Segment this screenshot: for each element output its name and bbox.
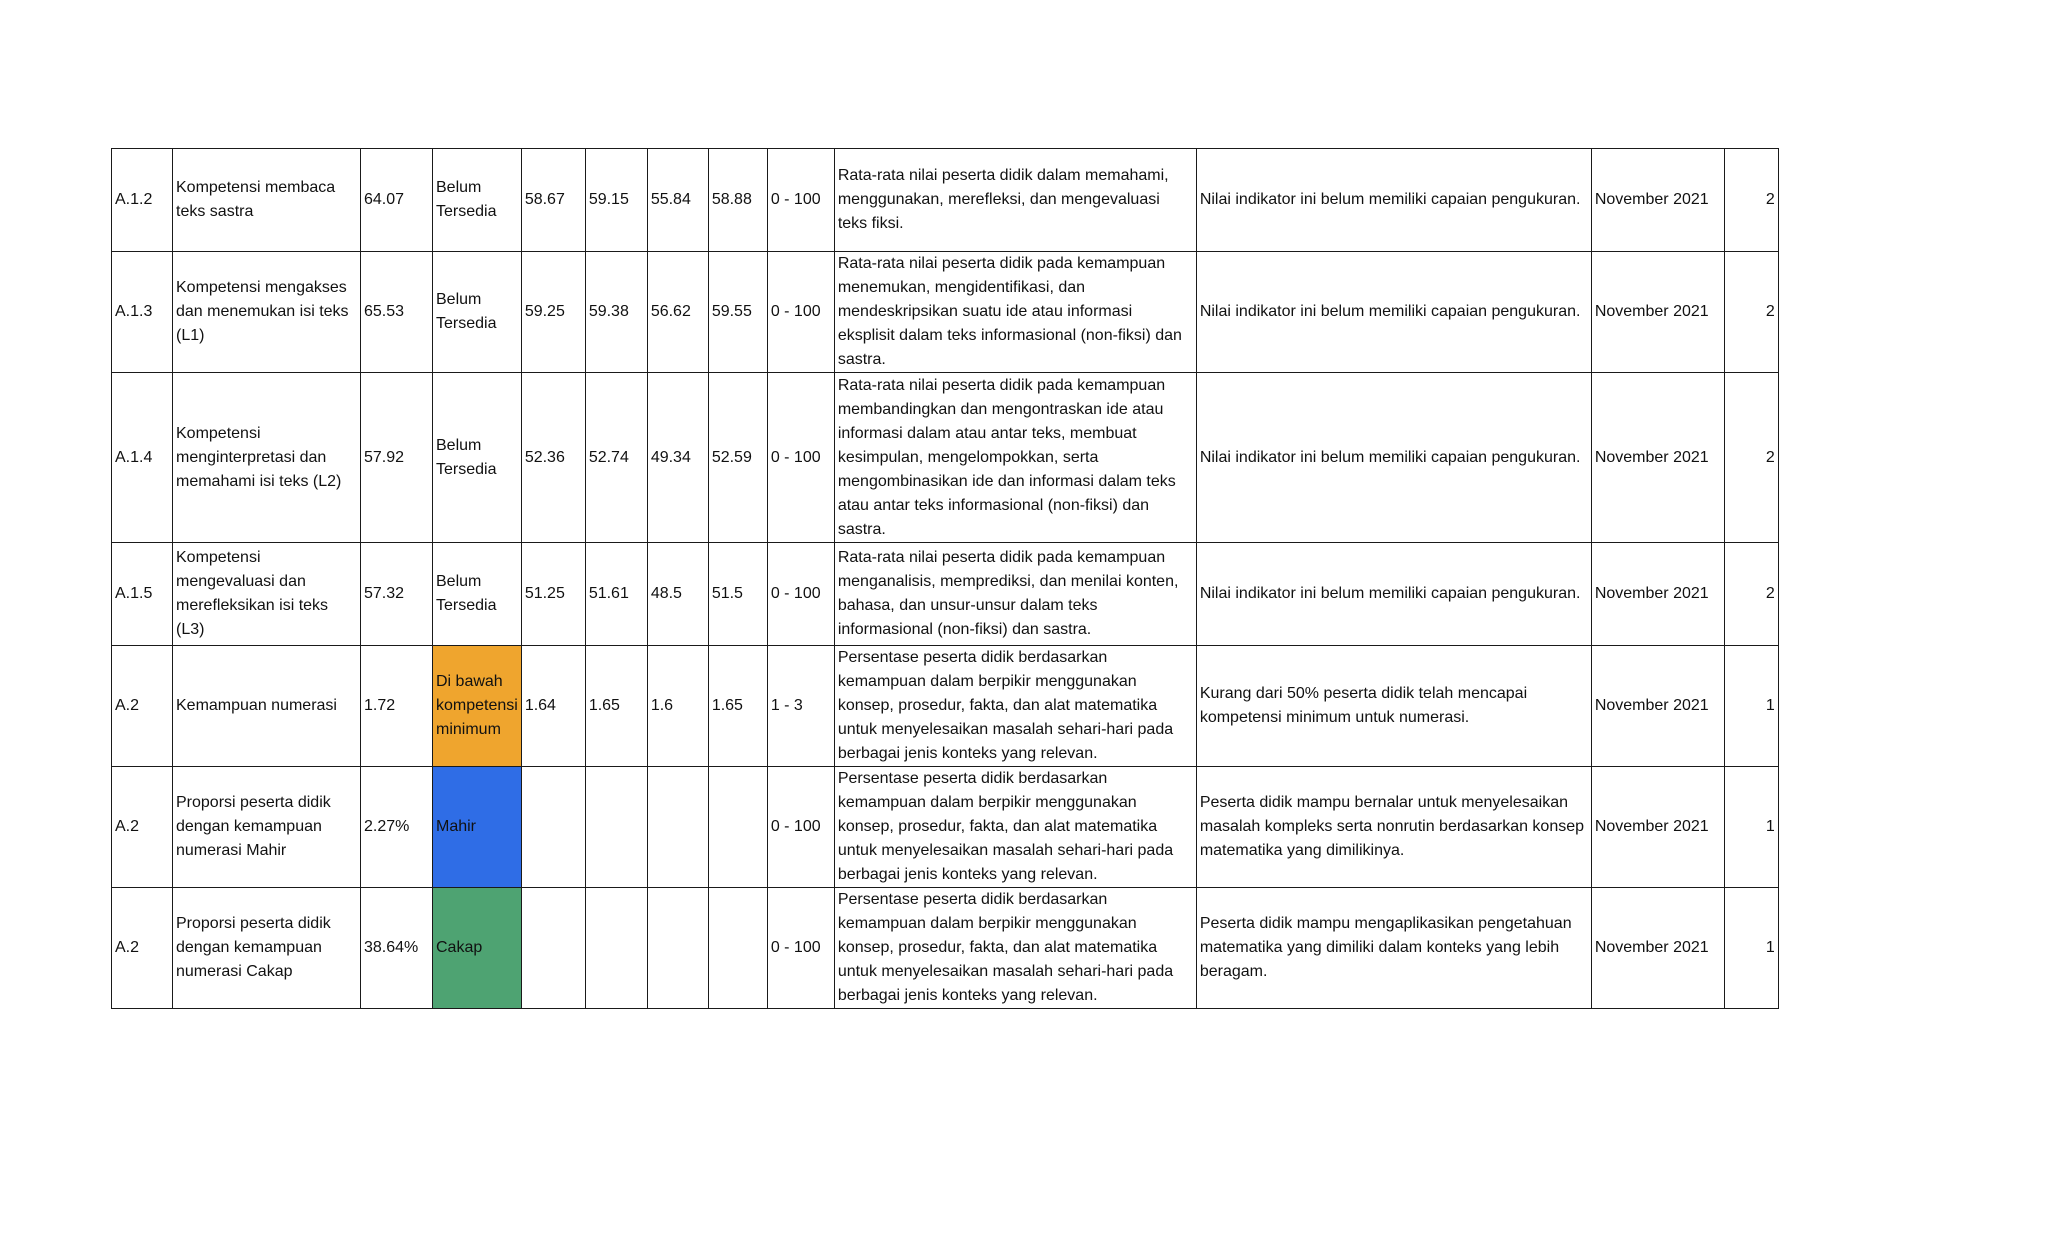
status-label: Belum Tersedia xyxy=(433,373,522,543)
value-cell: 51.5 xyxy=(708,543,767,646)
value-cell xyxy=(708,767,767,888)
value-cell: 55.84 xyxy=(647,149,708,252)
indicator-interpretation: Kurang dari 50% peserta didik telah mencapai kompetensi minimum untuk numerasi. xyxy=(1196,646,1591,767)
report-table xyxy=(111,148,1779,1009)
indicator-code: A.2 xyxy=(112,767,173,888)
indicator-score: 65.53 xyxy=(361,252,433,373)
value-cell xyxy=(708,888,767,1009)
value-cell: 48.5 xyxy=(647,543,708,646)
value-cell: 56.62 xyxy=(647,252,708,373)
indicator-code: A.1.3 xyxy=(112,252,173,373)
value-cell: 59.15 xyxy=(585,149,647,252)
value-cell xyxy=(521,767,585,888)
indicator-interpretation: Peserta didik mampu mengaplikasikan pengetahuan matematika yang dimiliki dalam konteks yang lebih beragam. xyxy=(1196,888,1591,1009)
table-row xyxy=(112,149,1779,252)
measurement-period: November 2021 xyxy=(1591,646,1724,767)
indicator-code: A.1.2 xyxy=(112,149,173,252)
status-label: Di bawah kompetensi minimum xyxy=(433,646,522,767)
measurement-period: November 2021 xyxy=(1591,888,1724,1009)
value-cell xyxy=(585,888,647,1009)
indicator-definition: Persentase peserta didik berdasarkan kemampuan dalam berpikir menggunakan konsep, prosedur, fakta, dan alat matematika untuk menyelesaikan masalah sehari-hari pada berbagai jenis konteks yang relevan. xyxy=(834,767,1196,888)
indicator-name: Kompetensi menginterpretasi dan memahami isi teks (L2) xyxy=(173,373,361,543)
value-cell: 52.59 xyxy=(708,373,767,543)
indicator-level: 1 xyxy=(1724,646,1778,767)
indicator-name: Kompetensi mengevaluasi dan merefleksikan isi teks (L3) xyxy=(173,543,361,646)
value-cell xyxy=(647,767,708,888)
indicator-level: 1 xyxy=(1724,767,1778,888)
status-label: Belum Tersedia xyxy=(433,543,522,646)
value-cell: 58.88 xyxy=(708,149,767,252)
indicator-definition: Rata-rata nilai peserta didik dalam memahami, menggunakan, merefleksi, dan mengevaluasi teks fiksi. xyxy=(834,149,1196,252)
measurement-period: November 2021 xyxy=(1591,252,1724,373)
table-row xyxy=(112,373,1779,543)
status-label: Belum Tersedia xyxy=(433,252,522,373)
value-cell: 1.65 xyxy=(585,646,647,767)
indicator-score: 57.92 xyxy=(361,373,433,543)
score-range: 1 - 3 xyxy=(767,646,834,767)
measurement-period: November 2021 xyxy=(1591,767,1724,888)
indicator-interpretation: Nilai indikator ini belum memiliki capaian pengukuran. xyxy=(1196,252,1591,373)
score-range: 0 - 100 xyxy=(767,252,834,373)
indicator-level: 2 xyxy=(1724,252,1778,373)
score-range: 0 - 100 xyxy=(767,149,834,252)
value-cell: 51.61 xyxy=(585,543,647,646)
value-cell: 49.34 xyxy=(647,373,708,543)
table-row xyxy=(112,767,1779,888)
indicator-interpretation: Nilai indikator ini belum memiliki capaian pengukuran. xyxy=(1196,373,1591,543)
indicator-name: Kompetensi mengakses dan menemukan isi teks (L1) xyxy=(173,252,361,373)
value-cell: 59.55 xyxy=(708,252,767,373)
value-cell: 1.65 xyxy=(708,646,767,767)
value-cell xyxy=(585,767,647,888)
indicator-code: A.1.4 xyxy=(112,373,173,543)
indicator-level: 2 xyxy=(1724,149,1778,252)
indicator-level: 2 xyxy=(1724,373,1778,543)
measurement-period: November 2021 xyxy=(1591,149,1724,252)
status-label: Cakap xyxy=(433,888,522,1009)
indicator-code: A.2 xyxy=(112,888,173,1009)
indicator-definition: Rata-rata nilai peserta didik pada kemampuan menganalisis, memprediksi, dan menilai konten, bahasa, dan unsur-unsur dalam teks informasional (non-fiksi) dan sastra. xyxy=(834,543,1196,646)
indicator-code: A.1.5 xyxy=(112,543,173,646)
table-row xyxy=(112,888,1779,1009)
indicator-score: 57.32 xyxy=(361,543,433,646)
measurement-period: November 2021 xyxy=(1591,373,1724,543)
indicator-name: Kompetensi membaca teks sastra xyxy=(173,149,361,252)
value-cell xyxy=(647,888,708,1009)
score-range: 0 - 100 xyxy=(767,373,834,543)
value-cell: 59.25 xyxy=(521,252,585,373)
indicator-code: A.2 xyxy=(112,646,173,767)
indicator-level: 2 xyxy=(1724,543,1778,646)
value-cell: 58.67 xyxy=(521,149,585,252)
value-cell: 52.36 xyxy=(521,373,585,543)
indicator-level: 1 xyxy=(1724,888,1778,1009)
indicator-definition: Rata-rata nilai peserta didik pada kemampuan membandingkan dan mengontraskan ide atau informasi dalam atau antar teks, membuat kesimpulan, mengelompokkan, serta mengombinasikan ide dan informasi dalam teks atau antar teks informasional (non-fiksi) dan sastra. xyxy=(834,373,1196,543)
indicator-score: 2.27% xyxy=(361,767,433,888)
indicator-name: Proporsi peserta didik dengan kemampuan numerasi Cakap xyxy=(173,888,361,1009)
value-cell xyxy=(521,888,585,1009)
indicator-score: 38.64% xyxy=(361,888,433,1009)
status-label: Belum Tersedia xyxy=(433,149,522,252)
indicator-score: 1.72 xyxy=(361,646,433,767)
value-cell: 59.38 xyxy=(585,252,647,373)
indicator-name: Kemampuan numerasi xyxy=(173,646,361,767)
indicator-definition: Rata-rata nilai peserta didik pada kemampuan menemukan, mengidentifikasi, dan mendeskripsikan suatu ide atau informasi eksplisit dalam teks informasional (non-fiksi) dan sastra. xyxy=(834,252,1196,373)
indicator-name: Proporsi peserta didik dengan kemampuan numerasi Mahir xyxy=(173,767,361,888)
indicator-score: 64.07 xyxy=(361,149,433,252)
score-range: 0 - 100 xyxy=(767,888,834,1009)
status-label: Mahir xyxy=(433,767,522,888)
table-row xyxy=(112,543,1779,646)
table-row xyxy=(112,646,1779,767)
table-row xyxy=(112,252,1779,373)
measurement-period: November 2021 xyxy=(1591,543,1724,646)
indicator-interpretation: Nilai indikator ini belum memiliki capaian pengukuran. xyxy=(1196,149,1591,252)
indicator-definition: Persentase peserta didik berdasarkan kemampuan dalam berpikir menggunakan konsep, prosedur, fakta, dan alat matematika untuk menyelesaikan masalah sehari-hari pada berbagai jenis konteks yang relevan. xyxy=(834,888,1196,1009)
score-range: 0 - 100 xyxy=(767,767,834,888)
value-cell: 1.64 xyxy=(521,646,585,767)
value-cell: 51.25 xyxy=(521,543,585,646)
indicator-interpretation: Peserta didik mampu bernalar untuk menyelesaikan masalah kompleks serta nonrutin berdasarkan konsep matematika yang dimilikinya. xyxy=(1196,767,1591,888)
value-cell: 1.6 xyxy=(647,646,708,767)
indicator-interpretation: Nilai indikator ini belum memiliki capaian pengukuran. xyxy=(1196,543,1591,646)
indicator-definition: Persentase peserta didik berdasarkan kemampuan dalam berpikir menggunakan konsep, prosedur, fakta, dan alat matematika untuk menyelesaikan masalah sehari-hari pada berbagai jenis konteks yang relevan. xyxy=(834,646,1196,767)
score-range: 0 - 100 xyxy=(767,543,834,646)
value-cell: 52.74 xyxy=(585,373,647,543)
